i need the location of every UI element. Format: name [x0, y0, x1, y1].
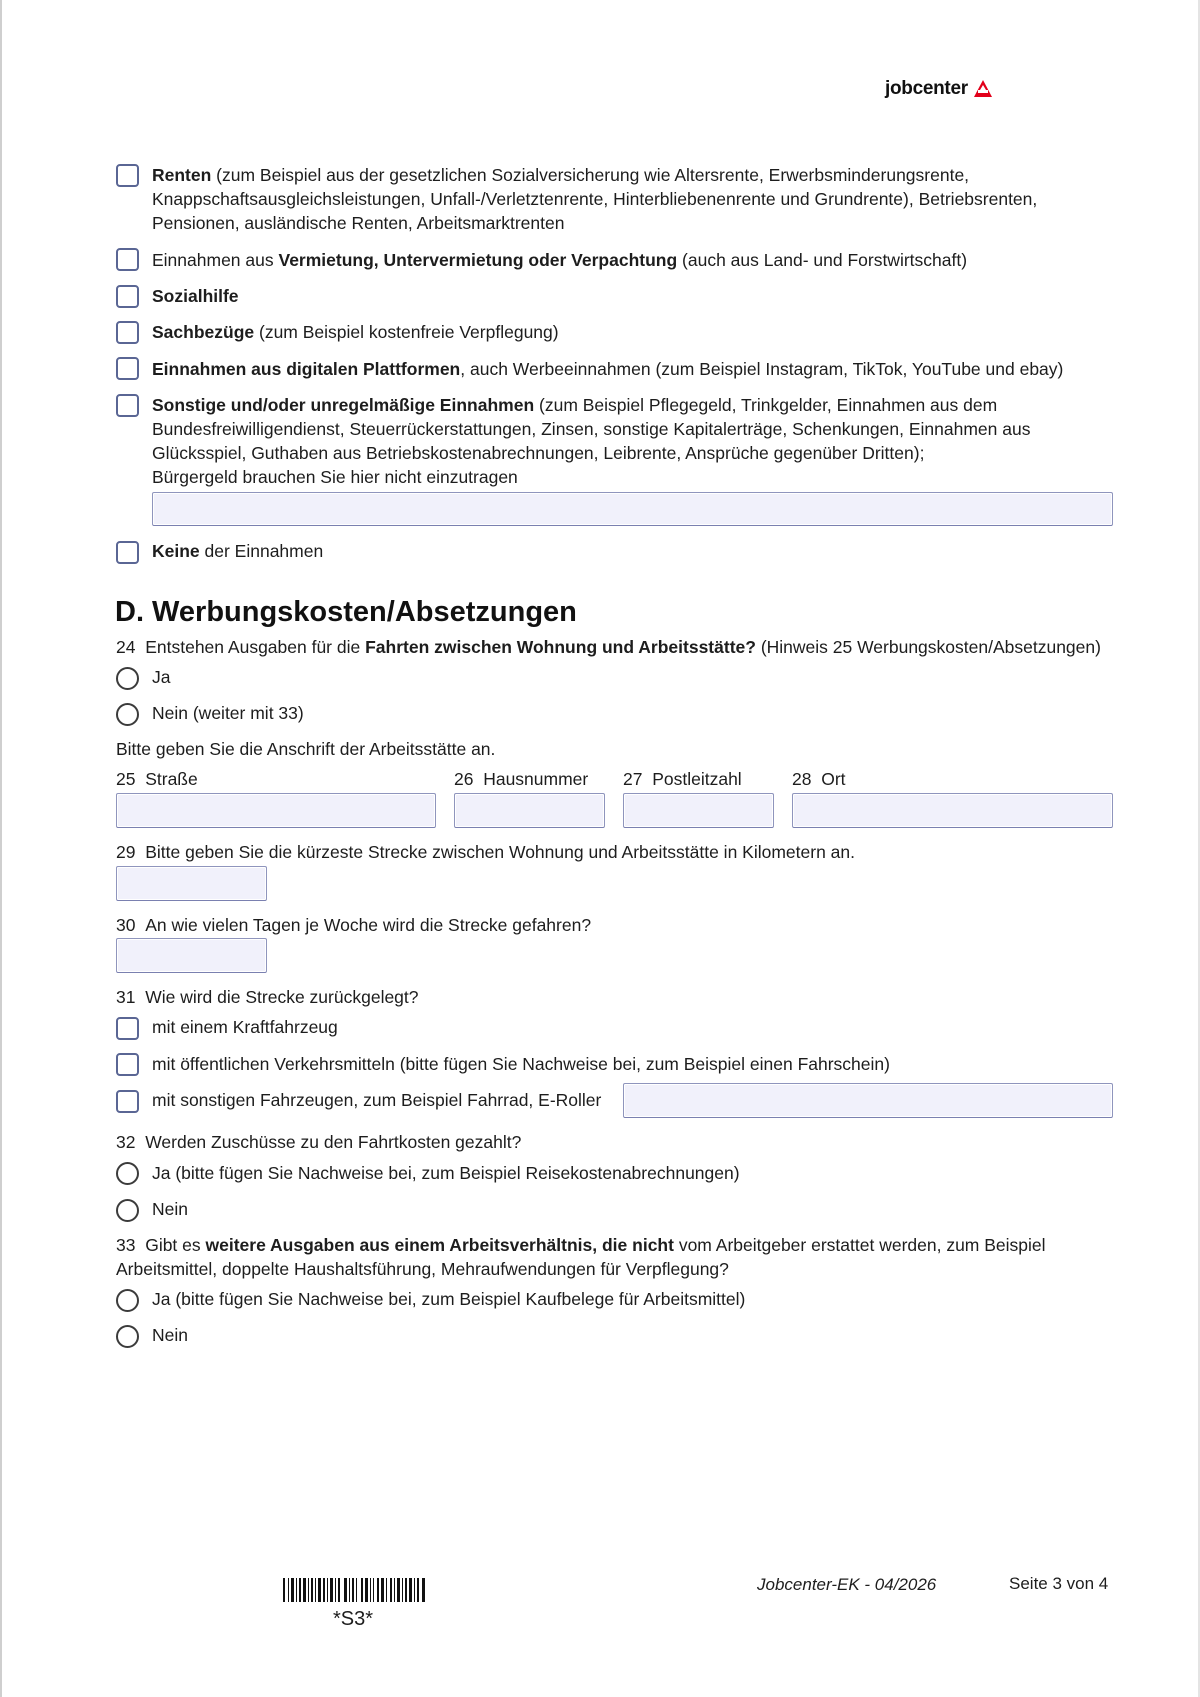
q32-radio-ja[interactable]	[116, 1162, 139, 1185]
q31-option-kraftfahrzeug: mit einem Kraftfahrzeug	[152, 1017, 338, 1037]
checkbox-kraftfahrzeug[interactable]	[116, 1017, 139, 1040]
keine-label	[152, 539, 323, 563]
sonstige-fahrzeuge-input[interactable]	[623, 1083, 1113, 1118]
sonstige-label-line4: Bürgergeld brauchen Sie hier nicht einzutragen	[152, 467, 518, 487]
q30-number: 30	[116, 915, 136, 935]
q24-radio-nein[interactable]	[116, 703, 139, 726]
q33-post: vom Arbeitgeber erstattet werden, zum Beispiel	[673, 1235, 1046, 1255]
q29-question	[116, 840, 855, 864]
sonstige-label-line3: Glücksspiel, Guthaben aus Betriebskostenabrechnungen, Leibrente, Ansprüche gegenüber Dritten);	[152, 443, 925, 463]
q24-option-ja: Ja	[152, 667, 171, 687]
q24-radio-ja[interactable]	[116, 667, 139, 690]
sonstige-bold: Sonstige und/oder unregelmäßige Einnahmen	[152, 395, 535, 415]
keine-post: der Einnahmen	[199, 541, 324, 561]
checkbox-sonstige-fahrzeuge[interactable]	[116, 1090, 139, 1113]
q26-label	[454, 767, 588, 791]
barcode-text: *S3*	[333, 1608, 374, 1630]
q24-post: (Hinweis 25 Werbungskosten/Absetzungen)	[755, 637, 1101, 657]
sonstige-label-line2: Bundesfreiwilligendienst, Steuerrückerstattungen, Zinsen, sonstige Kapitalerträge, Schenkungen, Einnahmen aus	[152, 419, 1031, 439]
digital-label	[152, 357, 1063, 381]
strecke-km-input[interactable]	[116, 866, 267, 901]
q31-text: Wie wird die Strecke zurückgelegt?	[145, 987, 419, 1007]
q31-option-sonstige: mit sonstigen Fahrzeugen, zum Beispiel Fahrrad, E-Roller	[152, 1090, 602, 1110]
form-id: Jobcenter-EK - 04/2026	[757, 1575, 937, 1594]
q32-number: 32	[116, 1132, 136, 1152]
address-intro: Bitte geben Sie die Anschrift der Arbeitsstätte an.	[116, 739, 496, 759]
section-d-heading: D. Werbungskosten/Absetzungen	[115, 596, 577, 628]
q25-label	[116, 767, 198, 791]
vermietung-bold: Vermietung, Untervermietung oder Verpachtung	[278, 250, 678, 270]
q28-number: 28	[792, 769, 812, 789]
q33-number: 33	[116, 1235, 136, 1255]
q32-option-nein: Nein	[152, 1199, 188, 1219]
q29-text: Bitte geben Sie die kürzeste Strecke zwischen Wohnung und Arbeitsstätte in Kilometern an.	[145, 842, 856, 862]
sonstige-label-line1	[152, 393, 997, 417]
sachbezuege-post: (zum Beispiel kostenfreie Verpflegung)	[254, 322, 559, 342]
q30-text: An wie vielen Tagen je Woche wird die Strecke gefahren?	[145, 915, 592, 935]
renten-text: (zum Beispiel aus der gesetzlichen Sozialversicherung wie Altersrente, Erwerbsminderungsrente,	[211, 165, 970, 185]
q32-question	[116, 1130, 521, 1154]
q25-text: Straße	[145, 769, 198, 789]
renten-label-line2: Knappschaftsausgleichsleistungen, Unfall-/Verletztenrente, Hinterbliebenenrente und Grundrente), Betriebsrenten,	[152, 189, 1038, 209]
q29-number: 29	[116, 842, 136, 862]
sachbezuege-label	[152, 320, 559, 344]
q27-label	[623, 767, 742, 791]
sozialhilfe-label: Sozialhilfe	[152, 286, 239, 306]
renten-bold: Renten	[152, 165, 212, 185]
keine-bold: Keine	[152, 541, 200, 561]
sonstige-text: (zum Beispiel Pflegegeld, Trinkgelder, Einnahmen aus dem	[534, 395, 998, 415]
q32-radio-nein[interactable]	[116, 1199, 139, 1222]
q33-radio-nein[interactable]	[116, 1325, 139, 1348]
hausnummer-input[interactable]	[454, 793, 605, 828]
q26-number: 26	[454, 769, 474, 789]
sonstige-einnahmen-input[interactable]	[152, 492, 1113, 526]
q24-question	[116, 635, 1101, 659]
q27-text: Postleitzahl	[652, 769, 742, 789]
checkbox-renten[interactable]	[116, 164, 139, 187]
q33-option-nein: Nein	[152, 1325, 188, 1345]
q26-text: Hausnummer	[483, 769, 589, 789]
checkbox-vermietung[interactable]	[116, 248, 139, 271]
checkbox-digitale-plattformen[interactable]	[116, 357, 139, 380]
q25-number: 25	[116, 769, 136, 789]
q28-label	[792, 767, 846, 791]
digital-post: , auch Werbeeinnahmen (zum Beispiel Instagram, TikTok, YouTube und ebay)	[460, 359, 1064, 379]
barcode-image	[283, 1578, 425, 1602]
vermietung-pre: Einnahmen aus	[152, 250, 279, 270]
sachbezuege-bold: Sachbezüge	[152, 322, 255, 342]
q30-question	[116, 913, 591, 937]
digital-bold: Einnahmen aus digitalen Plattformen	[152, 359, 461, 379]
vermietung-post: (auch aus Land- und Forstwirtschaft)	[677, 250, 968, 270]
q24-bold: Fahrten zwischen Wohnung und Arbeitsstätte?	[365, 637, 756, 657]
q33-question-line2: Arbeitsmittel, doppelte Haushaltsführung, Mehraufwendungen für Verpflegung?	[116, 1259, 729, 1279]
q32-option-ja: Ja (bitte fügen Sie Nachweise bei, zum Beispiel Reisekostenabrechnungen)	[152, 1163, 740, 1183]
page-border-left	[0, 0, 2, 1697]
agency-logo-icon	[973, 79, 993, 99]
checkbox-sozialhilfe[interactable]	[116, 285, 139, 308]
logo-text: jobcenter	[885, 78, 968, 99]
q31-question	[116, 985, 419, 1009]
q33-option-ja: Ja (bitte fügen Sie Nachweise bei, zum Beispiel Kaufbelege für Arbeitsmittel)	[152, 1289, 746, 1309]
checkbox-sachbezuege[interactable]	[116, 321, 139, 344]
q33-pre: Gibt es	[145, 1235, 206, 1255]
q33-radio-ja[interactable]	[116, 1289, 139, 1312]
q24-pre: Entstehen Ausgaben für die	[145, 637, 366, 657]
q27-number: 27	[623, 769, 643, 789]
q24-number: 24	[116, 637, 136, 657]
q28-text: Ort	[821, 769, 846, 789]
strasse-input[interactable]	[116, 793, 436, 828]
ort-input[interactable]	[792, 793, 1113, 828]
q32-text: Werden Zuschüsse zu den Fahrtkosten gezahlt?	[145, 1132, 522, 1152]
renten-label-line3: Pensionen, ausländische Renten, Arbeitsmarktrenten	[152, 213, 565, 233]
checkbox-sonstige-einnahmen[interactable]	[116, 394, 139, 417]
q31-option-oepnv: mit öffentlichen Verkehrsmitteln (bitte fügen Sie Nachweise bei, zum Beispiel einen Fahrschein)	[152, 1054, 890, 1074]
q24-option-nein: Nein (weiter mit 33)	[152, 703, 304, 723]
renten-label-line1	[152, 163, 969, 187]
jobcenter-logo	[885, 76, 993, 102]
q33-question-line1	[116, 1233, 1046, 1257]
checkbox-oeffentliche-verkehrsmittel[interactable]	[116, 1053, 139, 1076]
checkbox-keine-einnahmen[interactable]	[116, 541, 139, 564]
q31-number: 31	[116, 987, 136, 1007]
vermietung-label	[152, 248, 967, 272]
q33-bold: weitere Ausgaben aus einem Arbeitsverhältnis, die nicht	[205, 1235, 674, 1255]
postleitzahl-input[interactable]	[623, 793, 774, 828]
tage-pro-woche-input[interactable]	[116, 938, 267, 973]
page-number: Seite 3 von 4	[1009, 1574, 1109, 1593]
